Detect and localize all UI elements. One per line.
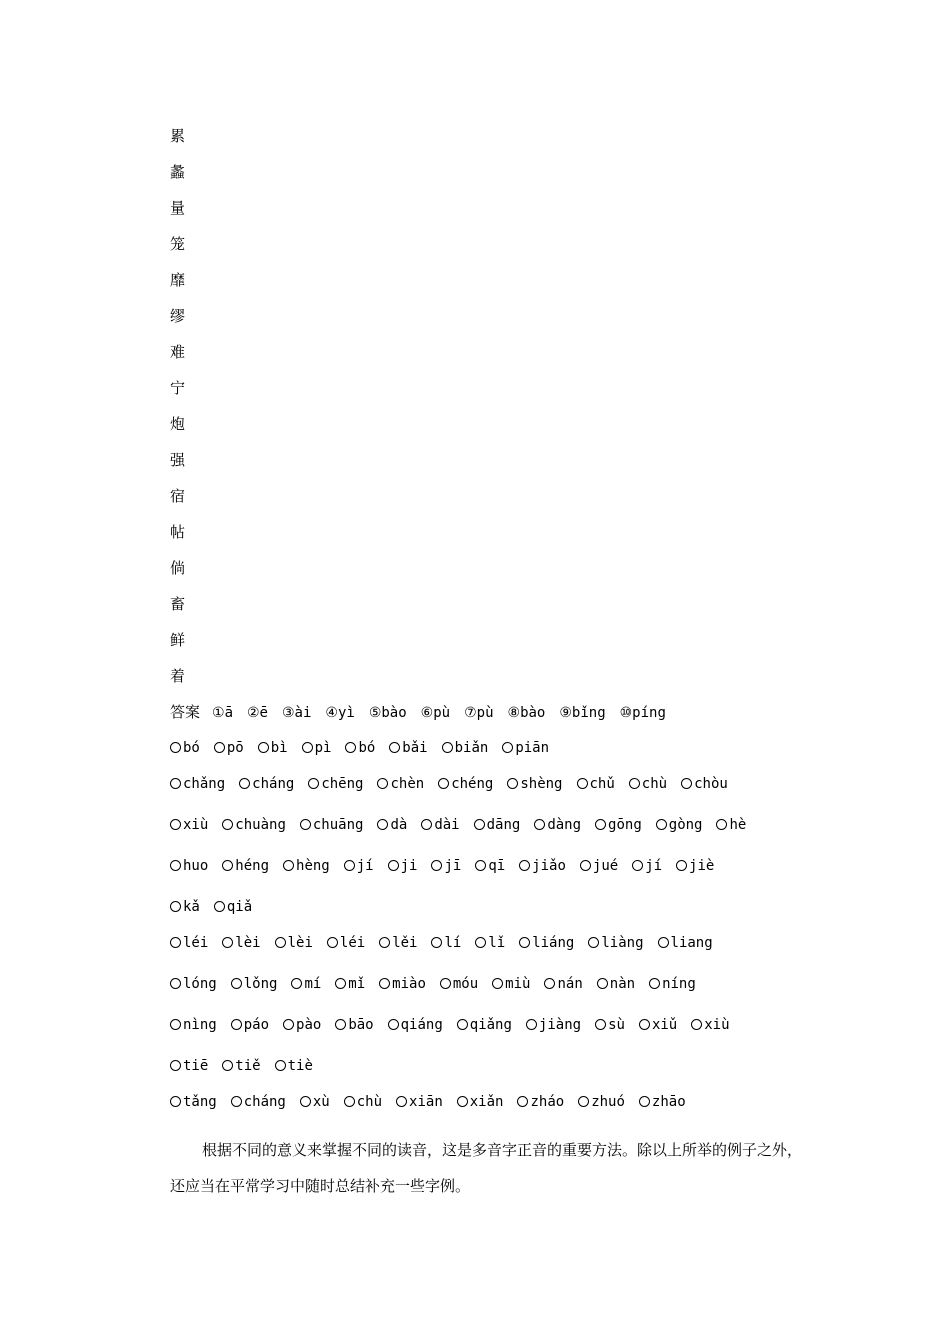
circle-number-icon — [344, 860, 355, 871]
answer-item — [170, 737, 200, 759]
character-item: 倘 — [170, 559, 186, 577]
answer-item — [170, 896, 200, 918]
answer-item — [580, 855, 618, 877]
answer-text: nàn — [609, 976, 636, 992]
answer-item — [170, 814, 208, 836]
answer-text: ①ā — [212, 705, 233, 721]
answer-section — [170, 701, 820, 1127]
answer-text: tiě — [235, 1058, 261, 1074]
answer-text: nán — [557, 976, 583, 992]
answer-item — [222, 1055, 260, 1077]
answer-text: bāo — [348, 1017, 374, 1033]
circle-number-icon — [308, 778, 319, 789]
circle-number-icon — [681, 778, 692, 789]
circle-number-icon — [170, 1096, 181, 1107]
answer-item — [656, 814, 703, 836]
circle-number-icon — [335, 978, 346, 989]
answer-item — [335, 1014, 373, 1036]
circle-number-icon — [222, 860, 233, 871]
circle-number-icon — [438, 778, 449, 789]
answer-text: dà — [390, 817, 408, 833]
answer-text: xù — [312, 1094, 330, 1110]
answer-text: xiān — [409, 1094, 443, 1110]
answer-item — [308, 773, 363, 795]
answer-text: xiù — [704, 1017, 730, 1033]
answer-item — [222, 855, 269, 877]
answer-item — [379, 973, 426, 995]
circle-number-icon — [388, 1019, 399, 1030]
character-item: 宁 — [170, 379, 186, 397]
character-item: 着 — [170, 667, 186, 685]
circle-number-icon — [502, 742, 513, 753]
circle-number-icon — [222, 1060, 233, 1071]
answer-item — [377, 814, 407, 836]
circle-number-icon — [302, 742, 313, 753]
answer-item — [396, 1091, 443, 1113]
answer-text: sù — [608, 1017, 625, 1033]
circle-number-icon — [275, 937, 286, 948]
answer-text: liang — [670, 935, 713, 951]
answer-item — [438, 773, 493, 795]
answer-item — [327, 932, 365, 954]
circle-number-icon — [440, 978, 451, 989]
answer-text: ②ē — [247, 705, 268, 721]
answer-text: léi — [339, 935, 366, 951]
answer-item — [282, 702, 311, 724]
circle-number-icon — [421, 819, 432, 830]
answer-text: qiǎ — [226, 899, 253, 915]
circle-number-icon — [170, 1019, 181, 1030]
answer-item — [629, 773, 667, 795]
answer-line — [170, 814, 820, 836]
answer-text: qiáng — [400, 1017, 443, 1033]
circle-number-icon — [639, 1096, 650, 1107]
answer-text: páo — [243, 1017, 270, 1033]
answer-item — [681, 773, 728, 795]
answer-item — [344, 855, 374, 877]
answer-text: piān — [515, 740, 550, 756]
answer-item — [440, 973, 478, 995]
circle-number-icon — [170, 860, 181, 871]
answer-item — [170, 932, 208, 954]
circle-number-icon — [517, 1096, 528, 1107]
answer-item — [283, 1014, 321, 1036]
closing-paragraph: 根据不同的意义来掌握不同的读音，这是多音字正音的重要方法。除以上所举的例子之外，还应当在平常学习中随时总结补充一些字例。 — [170, 1141, 803, 1195]
answer-text: liáng — [532, 935, 575, 951]
circle-number-icon — [507, 778, 518, 789]
circle-number-icon — [389, 742, 400, 753]
circle-number-icon — [475, 860, 486, 871]
character-item: 靡 — [170, 271, 186, 289]
circle-number-icon — [300, 1096, 311, 1107]
answer-item — [632, 855, 662, 877]
answer-text: dài — [434, 817, 460, 833]
circle-number-icon — [231, 978, 242, 989]
answer-item — [170, 1091, 217, 1113]
answer-line — [170, 932, 820, 954]
answer-text: dàng — [547, 817, 582, 833]
answer-item — [519, 855, 566, 877]
answer-item — [379, 932, 417, 954]
circle-number-icon — [379, 937, 390, 948]
answer-text: chòu — [694, 776, 728, 792]
circle-number-icon — [222, 937, 233, 948]
character-item: 量 — [170, 199, 186, 217]
answer-item — [620, 702, 666, 724]
circle-number-icon — [595, 1019, 606, 1030]
answer-text: dāng — [486, 817, 521, 833]
answer-text: biǎn — [454, 740, 489, 756]
character-item: 畜 — [170, 595, 186, 613]
circle-number-icon — [214, 742, 225, 753]
answer-line — [170, 773, 820, 795]
circle-number-icon — [577, 778, 588, 789]
answer-item — [300, 1091, 330, 1113]
circle-number-icon — [170, 901, 181, 912]
answer-item — [649, 973, 696, 995]
character-item: 宿 — [170, 487, 186, 505]
answer-text: jiàng — [538, 1017, 582, 1033]
answer-item — [559, 702, 605, 724]
answer-item — [577, 773, 615, 795]
answer-item — [388, 1014, 443, 1036]
answer-label: 答案 — [170, 703, 201, 721]
character-item: 累 — [170, 127, 186, 145]
circle-number-icon — [344, 1096, 355, 1107]
circle-number-icon — [595, 819, 606, 830]
circle-number-icon — [442, 742, 453, 753]
answer-text: jī — [444, 858, 462, 874]
circle-number-icon — [170, 742, 181, 753]
answer-text: mí — [304, 976, 322, 992]
answer-text: cháng — [252, 776, 295, 792]
answer-item — [170, 973, 217, 995]
answer-line — [170, 1055, 820, 1077]
circle-number-icon — [291, 978, 302, 989]
answer-text: huo — [183, 858, 209, 874]
answer-text: pì — [314, 740, 332, 756]
answer-item — [214, 896, 252, 918]
answer-text: bì — [270, 740, 288, 756]
answer-item — [639, 1091, 686, 1113]
answer-item — [345, 737, 375, 759]
answer-item — [388, 855, 418, 877]
circle-number-icon — [377, 819, 388, 830]
circle-number-icon — [676, 860, 687, 871]
answer-text: zhāo — [651, 1094, 686, 1110]
answer-item — [457, 1091, 504, 1113]
answer-item — [258, 737, 288, 759]
answer-item — [526, 1014, 581, 1036]
circle-number-icon — [170, 937, 181, 948]
answer-item — [691, 1014, 729, 1036]
circle-number-icon — [639, 1019, 650, 1030]
answer-line — [170, 1091, 820, 1113]
answer-text: qiǎng — [469, 1017, 512, 1033]
circle-number-icon — [475, 937, 486, 948]
answer-item — [457, 1014, 512, 1036]
answer-text: tiē — [183, 1058, 209, 1074]
circle-number-icon — [170, 778, 181, 789]
character-item: 炮 — [170, 415, 186, 433]
circle-number-icon — [716, 819, 727, 830]
circle-number-icon — [377, 778, 388, 789]
circle-number-icon — [632, 860, 643, 871]
circle-number-icon — [457, 1019, 468, 1030]
answer-text: bǎi — [402, 740, 428, 756]
character-item: 鲜 — [170, 631, 186, 649]
circle-number-icon — [658, 937, 669, 948]
circle-number-icon — [544, 978, 555, 989]
answer-text: jiǎo — [532, 858, 566, 874]
answer-item — [170, 1055, 208, 1077]
circle-number-icon — [492, 978, 503, 989]
answer-text: chuāng — [312, 817, 364, 833]
answer-item — [389, 737, 427, 759]
answer-text: chǔ — [589, 776, 615, 792]
circle-number-icon — [275, 1060, 286, 1071]
answer-text: qī — [488, 858, 506, 874]
circle-number-icon — [519, 860, 530, 871]
answer-text: hèng — [296, 858, 330, 874]
answer-text: miù — [505, 976, 531, 992]
circle-number-icon — [580, 860, 591, 871]
answer-text: chèn — [390, 776, 425, 792]
answer-text: jí — [645, 858, 663, 874]
answer-text: tiè — [287, 1058, 313, 1074]
answer-text: xiǎn — [469, 1094, 504, 1110]
answer-item — [517, 1091, 564, 1113]
answer-text: xiǔ — [651, 1017, 678, 1033]
answer-item — [492, 973, 530, 995]
answer-item — [231, 973, 278, 995]
character-item: 帖 — [170, 523, 186, 541]
answer-item — [508, 702, 546, 724]
answer-text: jiè — [689, 858, 715, 874]
answer-text: mǐ — [348, 976, 366, 992]
answer-item — [475, 855, 505, 877]
answer-item — [502, 737, 549, 759]
answer-line — [170, 701, 820, 723]
answer-item — [676, 855, 714, 877]
answer-text: chéng — [451, 776, 494, 792]
answer-text: jí — [356, 858, 374, 874]
answer-text: ③ài — [281, 705, 312, 721]
answer-item — [214, 737, 244, 759]
answer-item — [639, 1014, 677, 1036]
answer-text: kǎ — [183, 899, 200, 915]
answer-line — [170, 1014, 820, 1036]
answer-text: léi — [183, 935, 209, 951]
answer-item — [421, 814, 459, 836]
answer-text: chēng — [321, 776, 364, 792]
answer-text: pō — [226, 740, 244, 756]
answer-item — [231, 1014, 269, 1036]
answer-text: ⑥pù — [420, 705, 451, 721]
answer-text: gòng — [668, 817, 703, 833]
answer-line — [170, 737, 820, 759]
answer-text: chù — [641, 776, 668, 792]
character-item: 蠡 — [170, 163, 186, 181]
answer-item — [716, 814, 746, 836]
circle-number-icon — [388, 860, 399, 871]
answer-item — [377, 773, 424, 795]
answer-item — [595, 1014, 625, 1036]
circle-number-icon — [457, 1096, 468, 1107]
character-item: 难 — [170, 343, 186, 361]
circle-number-icon — [300, 819, 311, 830]
answer-item — [595, 814, 642, 836]
circle-number-icon — [283, 1019, 294, 1030]
answer-text: lěi — [392, 935, 418, 951]
circle-number-icon — [258, 742, 269, 753]
circle-number-icon — [649, 978, 660, 989]
answer-text: tǎng — [183, 1094, 217, 1110]
character-item: 笼 — [170, 235, 186, 253]
answer-item — [170, 1014, 217, 1036]
answer-text: zhuó — [591, 1094, 625, 1110]
answer-item — [291, 973, 321, 995]
answer-item — [507, 773, 562, 795]
answer-item — [300, 814, 364, 836]
answer-text: chǎng — [183, 776, 226, 792]
circle-number-icon — [534, 819, 545, 830]
answer-text: ⑤bào — [368, 705, 407, 721]
character-list — [170, 125, 185, 701]
answer-item — [222, 932, 260, 954]
answer-text: lǐ — [488, 935, 506, 951]
answer-text: lèi — [287, 935, 313, 951]
answer-line — [170, 973, 820, 995]
answer-item — [247, 702, 268, 724]
answer-item — [283, 855, 330, 877]
answer-item — [578, 1091, 625, 1113]
answer-text: shèng — [520, 776, 563, 792]
answer-line — [170, 855, 820, 877]
answer-item — [222, 814, 286, 836]
answer-text: lóng — [183, 976, 217, 992]
answer-item — [475, 932, 505, 954]
circle-number-icon — [656, 819, 667, 830]
circle-number-icon — [431, 937, 442, 948]
circle-number-icon — [214, 901, 225, 912]
answer-item — [302, 737, 332, 759]
circle-number-icon — [691, 1019, 702, 1030]
circle-number-icon — [170, 978, 181, 989]
circle-number-icon — [170, 819, 181, 830]
circle-number-icon — [345, 742, 356, 753]
answer-item — [431, 855, 461, 877]
circle-number-icon — [396, 1096, 407, 1107]
circle-number-icon — [379, 978, 390, 989]
answer-text: cháng — [243, 1094, 286, 1110]
answer-text: miào — [392, 976, 426, 992]
circle-number-icon — [231, 1019, 242, 1030]
answer-item — [442, 737, 489, 759]
circle-number-icon — [597, 978, 608, 989]
answer-text: jué — [592, 858, 619, 874]
answer-text: bó — [358, 740, 376, 756]
answer-text: bó — [183, 740, 200, 756]
answer-text: ⑦pù — [464, 705, 494, 721]
circle-number-icon — [239, 778, 250, 789]
answer-text: móu — [452, 976, 479, 992]
circle-number-icon — [335, 1019, 346, 1030]
answer-text: ⑧bào — [507, 705, 546, 721]
answer-item — [519, 932, 574, 954]
character-item: 强 — [170, 451, 186, 469]
answer-item — [421, 702, 450, 724]
answer-item — [239, 773, 294, 795]
answer-text: liàng — [601, 935, 644, 951]
answer-text: hè — [729, 817, 747, 833]
answer-text: ⑩píng — [619, 705, 666, 721]
answer-item — [544, 973, 582, 995]
answer-item — [474, 814, 521, 836]
answer-item — [658, 932, 713, 954]
circle-number-icon — [588, 937, 599, 948]
answer-text: ji — [400, 858, 418, 874]
character-item: 缪 — [170, 307, 186, 325]
answer-item — [588, 932, 643, 954]
circle-number-icon — [474, 819, 485, 830]
circle-number-icon — [231, 1096, 242, 1107]
answer-item — [325, 702, 354, 724]
answer-item — [597, 973, 635, 995]
circle-number-icon — [519, 937, 530, 948]
answer-item — [369, 702, 407, 724]
answer-item — [275, 1055, 313, 1077]
answer-item — [170, 773, 225, 795]
answer-text: lèi — [235, 935, 261, 951]
answer-text: níng — [662, 976, 696, 992]
circle-number-icon — [222, 819, 233, 830]
answer-item — [231, 1091, 286, 1113]
circle-number-icon — [526, 1019, 537, 1030]
circle-number-icon — [283, 860, 294, 871]
answer-text: héng — [235, 858, 270, 874]
answer-text: chù — [356, 1094, 383, 1110]
circle-number-icon — [327, 937, 338, 948]
answer-text: xiù — [183, 817, 209, 833]
answer-text: lí — [444, 935, 462, 951]
answer-item — [335, 973, 365, 995]
answer-item — [534, 814, 581, 836]
circle-number-icon — [629, 778, 640, 789]
answer-line — [170, 896, 820, 918]
circle-number-icon — [431, 860, 442, 871]
answer-item — [275, 932, 313, 954]
circle-number-icon — [578, 1096, 589, 1107]
circle-number-icon — [170, 1060, 181, 1071]
answer-item — [464, 702, 493, 724]
answer-item — [431, 932, 461, 954]
answer-text: chuàng — [235, 817, 286, 833]
answer-text: lǒng — [243, 976, 278, 992]
answer-item — [344, 1091, 382, 1113]
answer-text: ⑨bǐng — [559, 705, 606, 721]
answer-text: nìng — [183, 1017, 217, 1033]
answer-text: zháo — [530, 1094, 565, 1110]
answer-text: gōng — [608, 817, 642, 833]
answer-item — [170, 855, 208, 877]
answer-text: pào — [296, 1017, 322, 1033]
answer-item — [212, 702, 233, 724]
answer-text: ④yì — [325, 705, 355, 721]
